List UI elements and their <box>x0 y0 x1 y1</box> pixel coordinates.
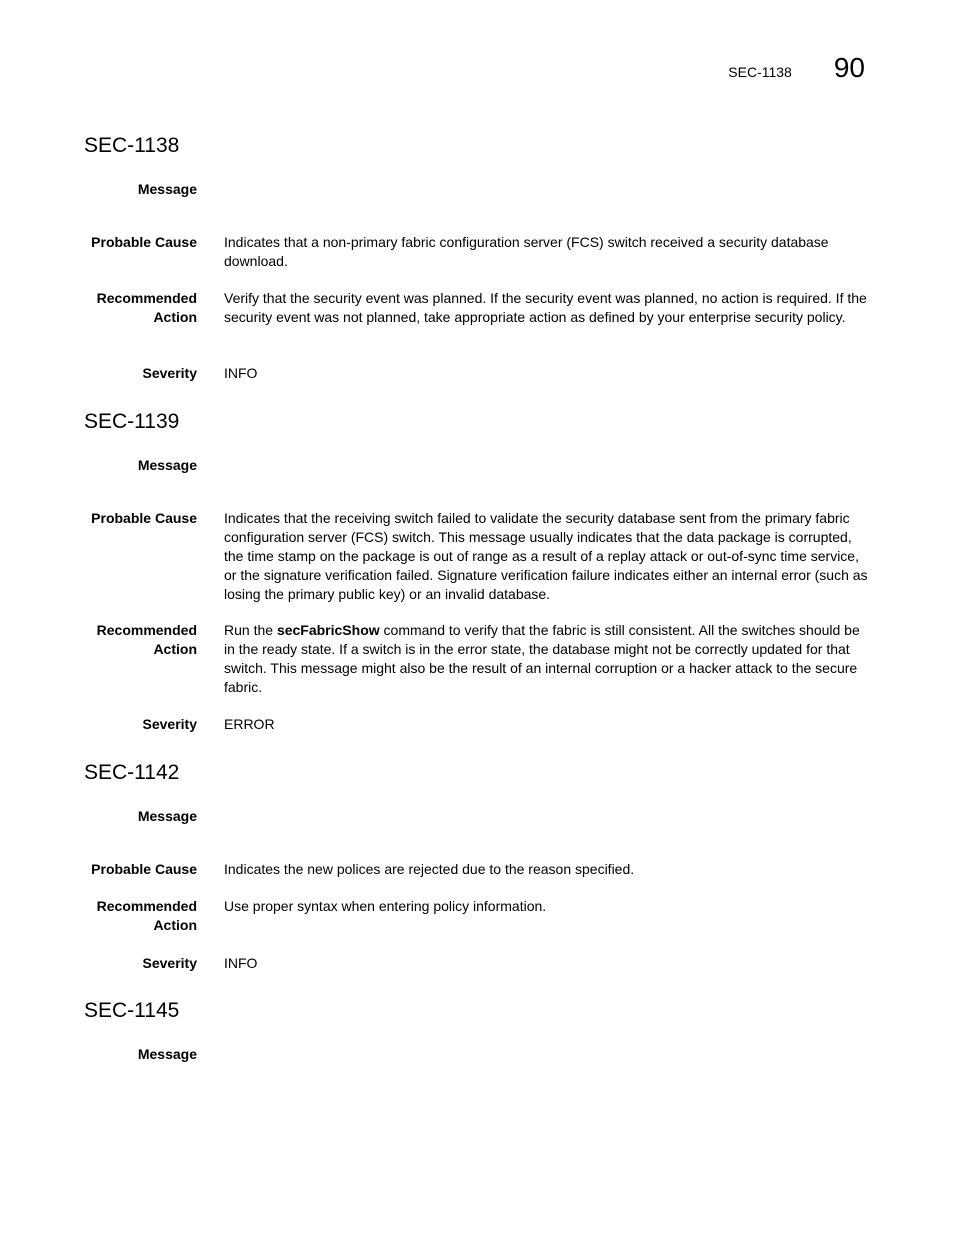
command-name: secFabricShow <box>276 622 380 638</box>
recommended-action-text: Use proper syntax when entering policy information. <box>224 898 547 914</box>
section-title: SEC-1138 <box>84 134 180 157</box>
recommended-action-label: Recommended Action <box>96 898 197 933</box>
section-sec-1145 <box>84 998 874 1062</box>
section-sec-1142 <box>84 760 874 971</box>
recommended-action-text <box>224 621 870 697</box>
severity-value: ERROR <box>224 716 275 732</box>
section-sec-1139 <box>84 409 874 732</box>
section-title: SEC-1145 <box>84 999 180 1022</box>
severity-label: Severity <box>142 716 197 732</box>
severity-label: Severity <box>142 955 197 971</box>
recommended-action-label: Recommended Action <box>96 622 197 657</box>
page-header <box>728 52 865 84</box>
message-label: Message <box>137 808 197 824</box>
section-title: SEC-1142 <box>84 761 180 784</box>
header-message-id: SEC-1138 <box>728 64 792 80</box>
chapter-number: 90 <box>833 52 865 83</box>
probable-cause-label: Probable Cause <box>91 510 197 526</box>
message-label: Message <box>137 1046 197 1062</box>
probable-cause-label: Probable Cause <box>91 861 197 877</box>
probable-cause-label: Probable Cause <box>91 234 197 250</box>
message-label: Message <box>137 181 197 197</box>
message-label: Message <box>137 457 197 473</box>
section-title: SEC-1139 <box>84 410 180 433</box>
probable-cause-text: Indicates that the receiving switch failed to validate the security database sent from the primary fabric configuration server (FCS) switch. This message usually indicates that the data package is corrupted, the time stamp on the package is out of range as a result of a replay attack or out-of-sync time service, or the signature verification failed. Signature verification failure indicates either an internal error (such as losing the primary public key) or an invalid database. <box>224 510 868 602</box>
severity-value: INFO <box>224 955 258 971</box>
recommended-action-label: Recommended Action <box>96 290 197 325</box>
probable-cause-text: Indicates the new polices are rejected due to the reason specified. <box>224 861 635 877</box>
recommended-action-text: Verify that the security event was planned. If the security event was planned, no action is required. If the security event was not planned, take appropriate action as defined by your enterprise security policy. <box>224 290 867 325</box>
action-text-pre: Run the <box>224 622 277 638</box>
severity-value: INFO <box>224 365 258 381</box>
probable-cause-text: Indicates that a non-primary fabric configuration server (FCS) switch received a security database download. <box>224 234 829 269</box>
severity-label: Severity <box>142 365 197 381</box>
action-text-post: command to verify that the fabric is still consistent. All the switches should be in the ready state. If a switch is in the error state, the database might not be correctly updated for that switch. This message might also be the result of an internal corruption or a hacker attack to the secure fabric. <box>224 622 860 695</box>
section-sec-1138 <box>84 133 874 381</box>
